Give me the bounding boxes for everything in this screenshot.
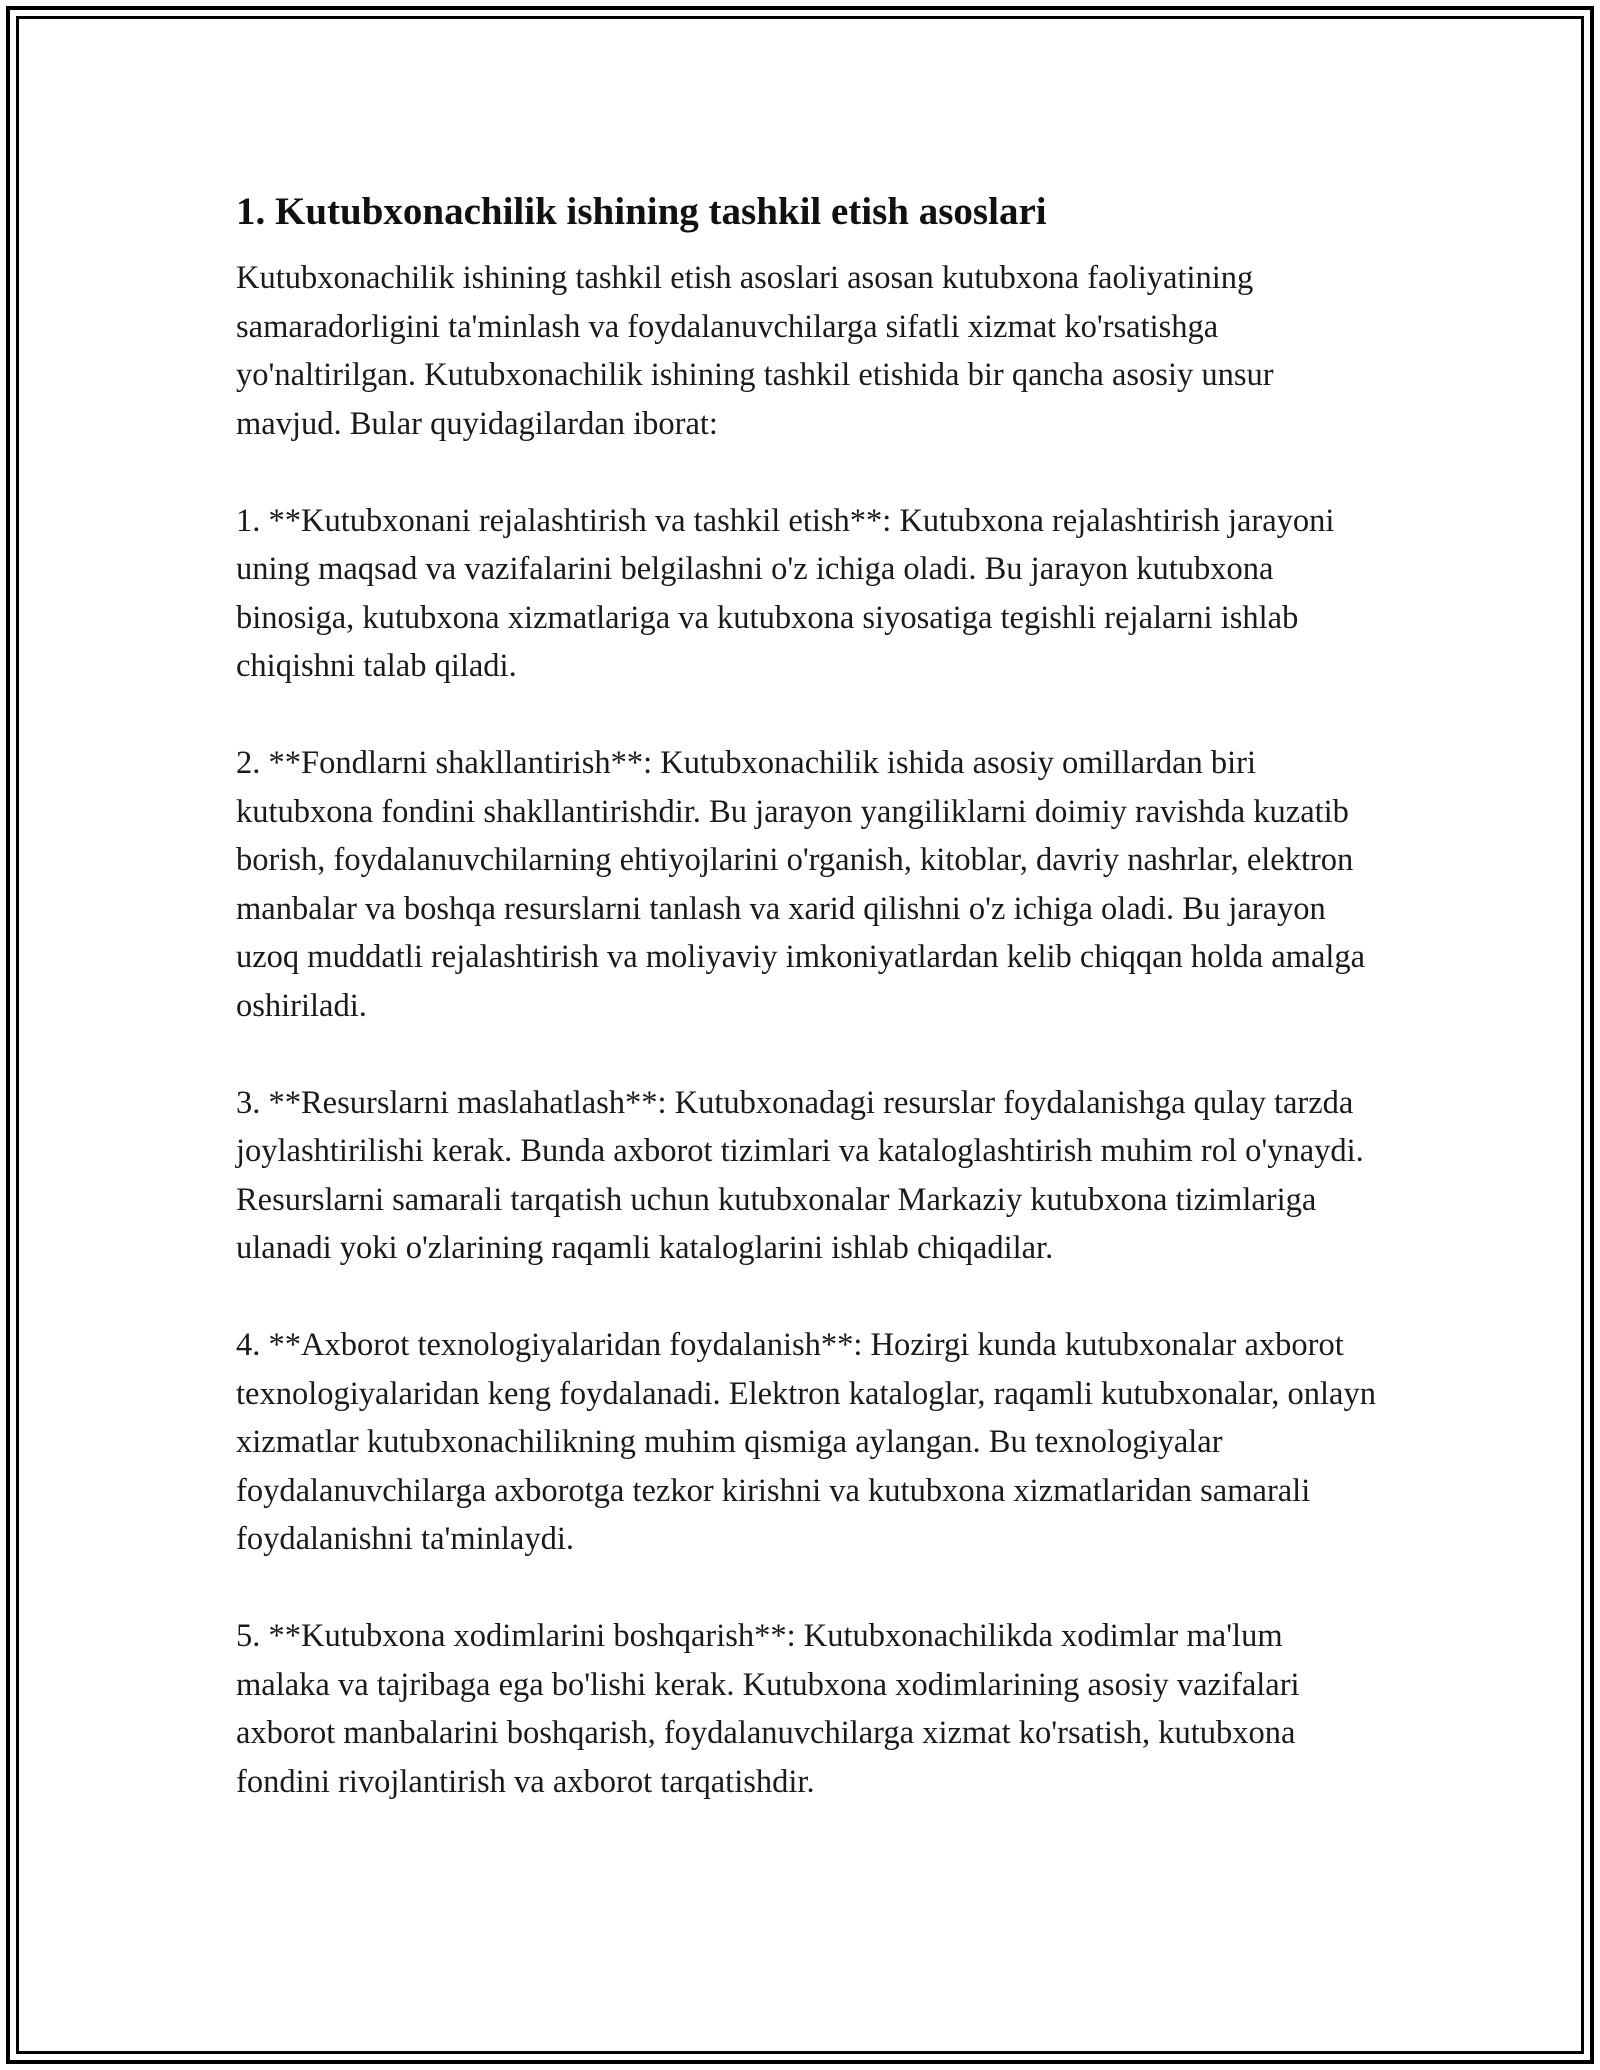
list-item-planning: 1. **Kutubxonani rejalashtirish va tashkil etish**: Kutubxona rejalashtirish jarayoni uning maqsad va vazifalarini belgilashni o'z ichiga oladi. Bu jarayon kutubxona binosiga, kutubxona xizmatlariga va kutubxona siyosatiga tegishli rejalarni ishlab chiqishni talab qiladi. [236,502,1335,684]
list-item-resources: 3. **Resurslarni maslahatlash**: Kutubxonadagi resurslar foydalanishga qulay tarzda joylashtirilishi kerak. Bunda axborot tizimlari va kataloglashtirish muhim rol o'ynaydi. Resurslarni samarali tarqatish uchun kutubxonalar Markaziy kutubxona tizimlariga ulanadi yoki o'zlarining raqamli kataloglarini ishlab chiqadilar. [236,1084,1364,1266]
list-item-it: 4. **Axborot texnologiyalaridan foydalanish**: Hozirgi kunda kutubxonalar axborot texnologiyalaridan keng foydalanadi. Elektron kataloglar, raqamli kutubxonalar, onlayn xizmatlar kutubxonachilikning muhim qismiga aylangan. Bu texnologiyalar foydalanuvchilarga axborotga tezkor kirishni va kutubxona xizmatlaridan samarali foydalanishni ta'minlaydi. [236,1327,1376,1557]
list-item-collections: 2. **Fondlarni shakllantirish**: Kutubxonachilik ishida asosiy omillardan biri kutubxona fondini shakllantirishdir. Bu jarayon yangiliklarni doimiy ravishda kuzatib borish, foydalanuvchilarning ehtiyojlarini o'rganish, kitoblar, davriy nashrlar, elektron manbalar va boshqa resurslarni tanlash va xarid qilishni o'z ichiga oladi. Bu jarayon uzoq muddatli rejalashtirish va moliyaviy imkoniyatlardan kelib chiqqan holda amalga oshiriladi. [236,745,1366,1024]
intro-paragraph: Kutubxonachilik ishining tashkil etish asoslari asosan kutubxona faoliyatining samaradorligini ta'minlash va foydalanuvchilarga sifatli xizmat ko'rsatishga yo'naltirilgan. Kutubxonachilik ishining tashkil etishida bir qancha asosiy unsur mavjud. Bular quyidagilardan iborat: [236,260,1274,442]
document-body [236,186,1376,1855]
section-heading: 1. Kutubxonachilik ishining tashkil etish asoslari [236,190,1047,233]
list-item-staff: 5. **Kutubxona xodimlarini boshqarish**: Kutubxonachilikda xodimlar ma'lum malaka va tajribaga ega bo'lishi kerak. Kutubxona xodimlarining asosiy vazifalari axborot manbalarini boshqarish, foydalanuvchilarga xizmat ko'rsatish, kutubxona fondini rivojlantirish va axborot tarqatishdir. [236,1618,1300,1800]
